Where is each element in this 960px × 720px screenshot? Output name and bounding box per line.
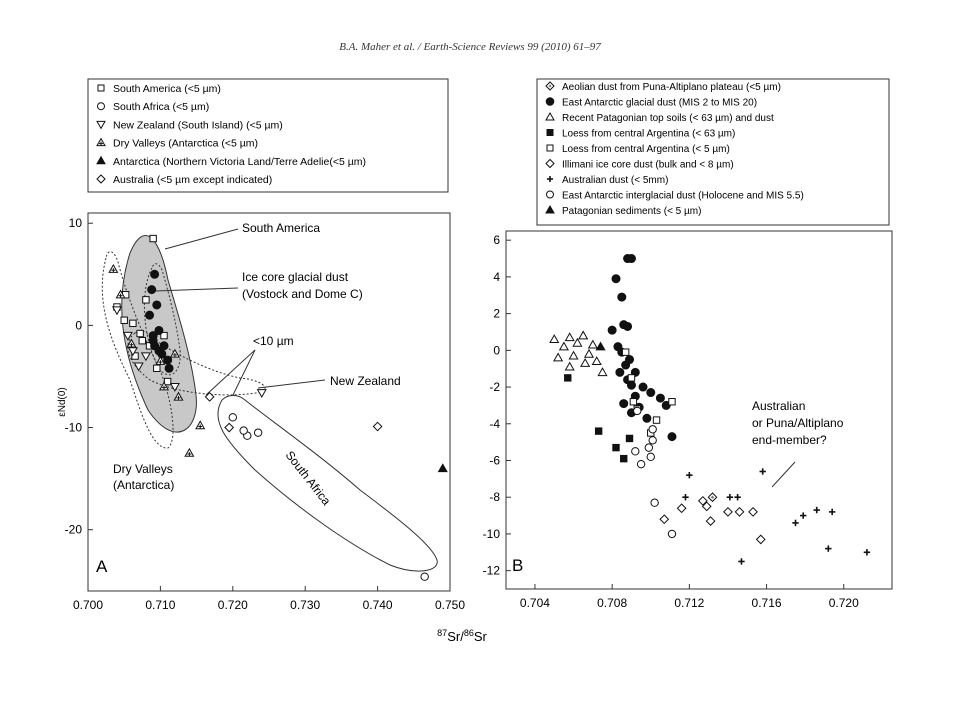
point-p1-s7-3 [632,448,639,455]
label-ice-core: Ice core glacial dust [242,270,349,284]
legend-label-p1-7: East Antarctic interglacial dust (Holocene and MIS 5.5) [562,190,804,202]
legend-marker-p0-0 [98,85,104,91]
point-p0-s6-1 [148,286,156,294]
legend-marker-p0-2 [97,121,105,128]
legend-label-p1-0: Aeolian dust from Puna-Altiplano plateau (<5 µm) [562,82,781,93]
point-p0-s6-0 [151,270,159,278]
point-p1-s5-3 [706,517,714,525]
point-p0-s3-6 [196,421,204,428]
point-p1-s2-7 [569,352,577,359]
point-p1-s4-5 [653,417,659,423]
label-end-member: end-member? [752,433,827,447]
legend-label-p0-2: New Zealand (South Island) (<5 µm) [113,119,283,132]
point-p0-s0-4 [130,320,136,326]
point-p1-s6-8 [814,507,820,513]
point-p0-s3-0 [109,265,117,272]
point-p1-s5-5 [735,508,743,516]
x-axis-label-sup1: 87 [437,628,448,638]
ytick-label-p1-8: -10 [482,526,500,541]
ytick-label-p0-2: -10 [64,420,82,435]
point-p1-s5-0 [660,515,668,523]
legend-b [546,82,804,217]
label-dry-valleys: Dry Valleys [113,462,173,476]
point-p1-s0-0 [708,493,716,501]
point-p0-s6-12 [160,342,168,350]
plot-b-marks [550,255,870,565]
point-p0-s0-11 [121,317,127,323]
point-p0-s4-0 [439,464,447,471]
point-p1-s6-10 [825,545,831,551]
point-p1-s2-12 [598,368,606,375]
legend-marker-p1-0 [546,82,554,90]
point-p1-s6-7 [792,520,798,526]
point-p1-s4-6 [669,399,675,405]
label-lt10: <10 µm [253,334,294,348]
panel-a [57,79,465,612]
legend-label-p0-0: South America (<5 µm) [113,83,221,95]
point-p0-s6-8 [164,356,172,364]
ytick-label-p1-7: -8 [489,490,500,505]
xtick-label-p1-3: 0.716 [751,596,782,610]
point-p0-s6-2 [153,301,161,309]
point-p1-s5-4 [724,508,732,516]
point-p0-s0-0 [150,235,156,241]
point-p1-s3-1 [595,428,601,434]
point-p0-s0-3 [143,297,149,303]
legend-marker-p1-6 [547,176,553,182]
label-puna: or Puna/Altiplano [752,416,844,430]
x-axis-label-sup2: 86 [463,628,474,638]
point-p1-s2-1 [565,333,573,340]
point-p1-s7-4 [647,453,654,460]
ytick-label-p1-6: -6 [489,453,500,468]
point-p1-s7-5 [637,460,644,467]
point-p1-s4-2 [630,399,636,405]
ytick-label-p1-3: 0 [493,343,500,358]
legend-label-p1-1: East Antarctic glacial dust (MIS 2 to MIS 20) [562,97,758,109]
running-header: B.A. Maher et al. / Earth-Science Reviews 99 (2010) 61–97 [339,41,601,53]
point-p1-s2-6 [554,353,562,360]
legend-marker-p0-5 [97,175,105,183]
legend-marker-p1-1 [546,98,554,106]
point-p1-s5-1 [677,504,685,512]
legend-marker-p0-4 [97,157,105,164]
point-p1-s2-2 [579,331,587,338]
point-p1-s7-7 [668,530,675,537]
panel-b [483,79,892,610]
point-p1-s2-8 [585,350,593,357]
point-p0-s0-12 [137,330,143,336]
point-p1-s2-0 [550,335,558,342]
legend-label-p1-4: Loess from central Argentina (< 5 µm) [562,144,730,155]
legend-marker-p1-8 [546,206,554,213]
legend-label-p1-6: Australian dust (< 5mm) [562,175,669,186]
legend-marker-p0-3 [97,139,105,146]
point-p1-s6-6 [800,512,806,518]
xtick-label-p1-0: 0.704 [519,596,550,610]
point-p0-s1-3 [240,427,247,434]
point-p0-s3-5 [185,449,193,456]
point-p1-s3-0 [565,375,571,381]
point-p1-s2-4 [573,339,581,346]
point-p1-s1-12 [627,381,635,389]
point-p1-s1-21 [668,433,676,441]
y-axis-label: εNd(0) [57,387,68,417]
point-p1-s1-20 [643,414,651,422]
legend-label-p0-1: South Africa (<5 µm) [113,101,210,114]
point-p1-s1-2 [612,275,620,283]
ytick-label-p1-5: -4 [489,416,500,431]
label-vostock: (Vostock and Dome C) [242,287,363,301]
ytick-label-p1-0: 6 [493,233,500,248]
legend-marker-p1-2 [546,113,554,120]
xtick-label-p0-1: 0.710 [145,598,176,612]
xtick-label-p0-2: 0.720 [217,598,248,612]
legend-label-p1-5: Illimani ice core dust (bulk and < 8 µm) [562,159,734,171]
ytick-label-p1-9: -12 [482,563,500,578]
point-p1-s2-5 [589,341,597,348]
end-member-leader [772,462,795,487]
point-p1-s2-3 [560,342,568,349]
x-axis-label-end: Sr [473,629,487,644]
xtick-label-p0-4: 0.740 [362,598,393,612]
point-p1-s6-3 [734,494,740,500]
point-p0-s6-3 [146,311,154,319]
xtick-label-p0-5: 0.750 [434,598,466,612]
ytick-label-p0-0: 10 [68,216,82,231]
point-p1-s7-1 [649,426,656,433]
point-p1-s7-2 [649,437,656,444]
point-p0-s2-5 [258,390,266,397]
point-p1-s6-9 [829,509,835,515]
point-p1-s6-0 [686,472,692,478]
point-p1-s4-0 [622,349,628,355]
point-p1-s2-9 [565,363,573,370]
point-p0-s6-9 [165,364,173,372]
xtick-label-p0-3: 0.730 [290,598,321,612]
point-p0-s6-11 [149,337,157,345]
panel-b-label: B [512,556,524,575]
point-p1-s1-10 [616,368,624,376]
legend-marker-p1-5 [546,160,554,168]
point-p1-s6-2 [727,494,733,500]
legend-label-p0-5: Australia (<5 µm except indicated) [113,174,273,186]
label-australian: Australian [752,399,806,413]
point-p1-s1-18 [647,389,655,397]
legend-a [97,83,366,186]
point-p1-s6-11 [864,549,870,555]
lt10-leader-2 [233,350,255,395]
point-p1-s6-5 [738,558,744,564]
point-p0-s0-10 [164,378,170,384]
point-p1-s7-6 [651,499,658,506]
ytick-label-p1-1: 4 [493,269,500,284]
point-p1-s1-14 [620,400,628,408]
point-p1-s1-1 [627,255,635,263]
legend-marker-p1-3 [547,130,553,136]
point-p1-s1-6 [608,326,616,334]
point-p1-s7-0 [634,407,641,414]
point-p0-s1-0 [229,414,236,421]
legend-label-p1-3: Loess from central Argentina (< 63 µm) [562,128,736,140]
legend-label-p0-3: Dry Valleys (Antarctica (<5 µm) [113,137,259,150]
xtick-label-p1-4: 0.720 [828,596,859,610]
point-p1-s3-3 [621,455,627,461]
label-antarctica: (Antarctica) [113,478,175,492]
point-p1-s1-5 [624,322,632,330]
plot-b-frame [506,231,892,589]
point-p0-s1-2 [254,429,261,436]
point-p1-s1-24 [622,361,630,369]
point-p1-s1-3 [618,293,626,301]
x-axis-label-mid: Sr/ [447,629,464,644]
point-p1-s3-2 [613,444,619,450]
point-p0-s0-5 [139,338,145,344]
south-america-leader [165,229,238,249]
point-p1-s4-1 [628,375,634,381]
point-p1-s1-19 [656,394,664,402]
point-p0-s0-9 [154,365,160,371]
ytick-label-p0-3: -20 [64,522,82,537]
ytick-label-p1-4: -2 [489,380,500,395]
new-zealand-leader [258,380,325,388]
point-p0-s1-4 [421,573,428,580]
point-p1-s2-11 [593,357,601,364]
lt10-leader-1 [206,350,255,395]
xtick-label-p0-0: 0.700 [72,598,104,612]
panel-a-label: A [96,557,108,576]
point-p1-s5-7 [757,535,765,543]
point-p1-s1-17 [639,383,647,391]
legend-marker-p1-7 [547,191,554,198]
legend-label-p1-2: Recent Patagonian top soils (< 63 µm) and dust [562,113,774,124]
x-axis-label [437,628,487,644]
label-south-africa: South Africa [282,448,334,508]
legend-marker-p1-4 [547,145,553,151]
label-new-zealand: New Zealand [330,374,401,388]
point-p0-s5-2 [373,422,381,430]
point-p1-s8-0 [596,342,604,349]
point-p0-s5-1 [225,423,233,431]
point-p1-s6-4 [759,468,765,474]
xtick-label-p1-2: 0.712 [674,596,705,610]
xtick-label-p1-1: 0.708 [597,596,628,610]
south-africa-envelope [218,396,437,572]
point-p1-s5-6 [749,508,757,516]
ytick-label-p1-2: 2 [493,306,500,321]
legend-marker-p0-1 [98,103,105,110]
point-p1-s6-1 [682,494,688,500]
ytick-label-p0-1: 0 [75,318,82,333]
legend-label-p1-8: Patagonian sediments (< 5 µm) [562,206,702,217]
legend-label-p0-4: Antarctica (Northern Victoria Land/Terre Adelie(<5 µm) [113,155,367,168]
label-south-america: South America [242,221,321,235]
point-p1-s7-8 [645,444,652,451]
point-p1-s2-10 [581,359,589,366]
point-p1-s3-4 [626,435,632,441]
